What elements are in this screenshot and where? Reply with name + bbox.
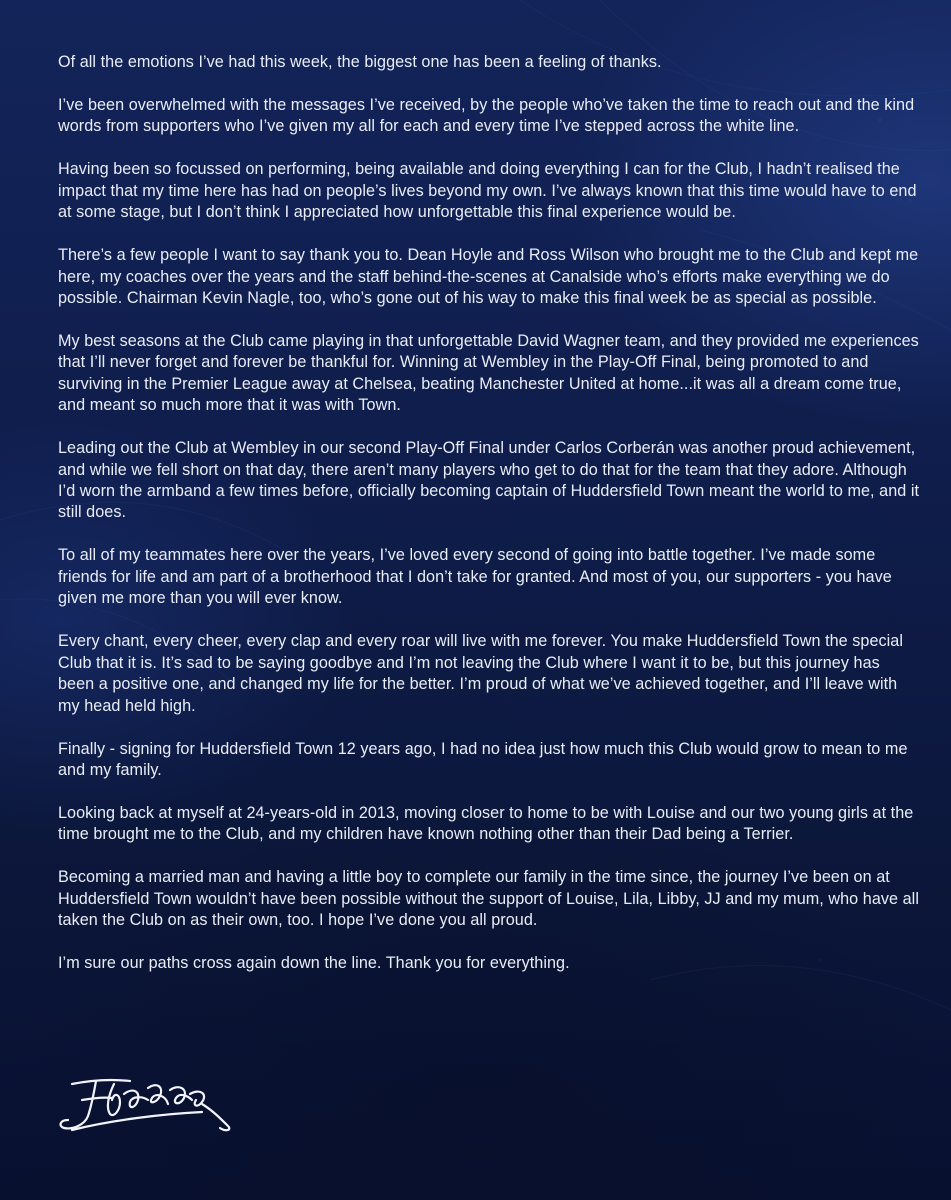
letter-paragraph-10: Looking back at myself at 24-years-old in 2013, moving closer to home to be with Louise and our two young girls at the time brought me to the Club, and my children have known nothing other than their Dad being a Terrier.: [58, 803, 914, 844]
letter-paragraph-3: Having been so focussed on performing, being available and doing everything I can for the Club, I hadn’t realised the impact that my time here has had on people’s lives beyond my own. I’ve always known that this time would have to end at some stage, but I don’t think I appreciated how unforgettable this final experience would be.: [58, 160, 917, 222]
letter-paragraph-2: I’ve been overwhelmed with the messages I’ve received, by the people who’ve taken the time to reach out and the kind words from supporters who I’ve given my all for each and every time I’ve stepped across the white line.: [58, 96, 915, 136]
letter-paragraph-9: Finally - signing for Huddersfield Town 12 years ago, I had no idea just how much this Club would grow to mean to me and my family.: [58, 739, 908, 779]
letter-body: [58, 52, 920, 996]
letter-paragraph-6: Leading out the Club at Wembley in our second Play-Off Final under Carlos Corberán was another proud achievement, and while we fell short on that day, there aren’t many players who get to do that for the team that they adore. Although I’d worn the armband a few times before, officially becoming captain of Huddersfield Town meant the world to me, and it still does.: [58, 439, 920, 522]
letter-paragraph-1: Of all the emotions I’ve had this week, the biggest one has been a feeling of thanks.: [58, 53, 662, 71]
letter-paragraph-12: I’m sure our paths cross again down the line. Thank you for everything.: [58, 954, 570, 973]
handwritten-signature-icon: [52, 1070, 252, 1140]
letter-paragraph-8: Every chant, every cheer, every clap and every roar will live with me forever. You make Huddersfield Town the special Club that it is. It’s sad to be saying goodbye and I’m not leaving the Club where I want it to be, but this journey has been a positive one, and changed my life for the better. I’m proud of what we’ve achieved together, and I’ll leave with my head held high.: [58, 632, 904, 715]
letter-paragraph-7: To all of my teammates here over the years, I’ve loved every second of going into battle together. I’ve made some friends for life and am part of a brotherhood that I don’t take for granted. And most of you, our supporters - you have given me more than you will ever know.: [58, 546, 892, 608]
letter-paragraph-11: Becoming a married man and having a little boy to complete our family in the time since, the journey I’ve been on at Huddersfield Town wouldn’t have been possible without the support of Louise, Lila, Libby, JJ and my mum, who have all taken the Club on as their own, too. I hope I’ve done you all proud.: [58, 868, 919, 930]
letter-paragraph-4: There’s a few people I want to say thank you to. Dean Hoyle and Ross Wilson who brought me to the Club and kept me here, my coaches over the years and the staff behind-the-scenes at Canalside who’s efforts make everything we do possible. Chairman Kevin Nagle, too, who’s gone out of his way to make this final week be as special as possible.: [58, 246, 919, 308]
letter-paragraph-5: My best seasons at the Club came playing in that unforgettable David Wagner team, and they provided me experiences that I’ll never forget and forever be thankful for. Winning at Wembley in the Play-Off Final, being promoted to and surviving in the Premier League away at Chelsea, beating Manchester United at home...it was all a dream come true, and meant so much more that it was with Town.: [58, 332, 919, 415]
